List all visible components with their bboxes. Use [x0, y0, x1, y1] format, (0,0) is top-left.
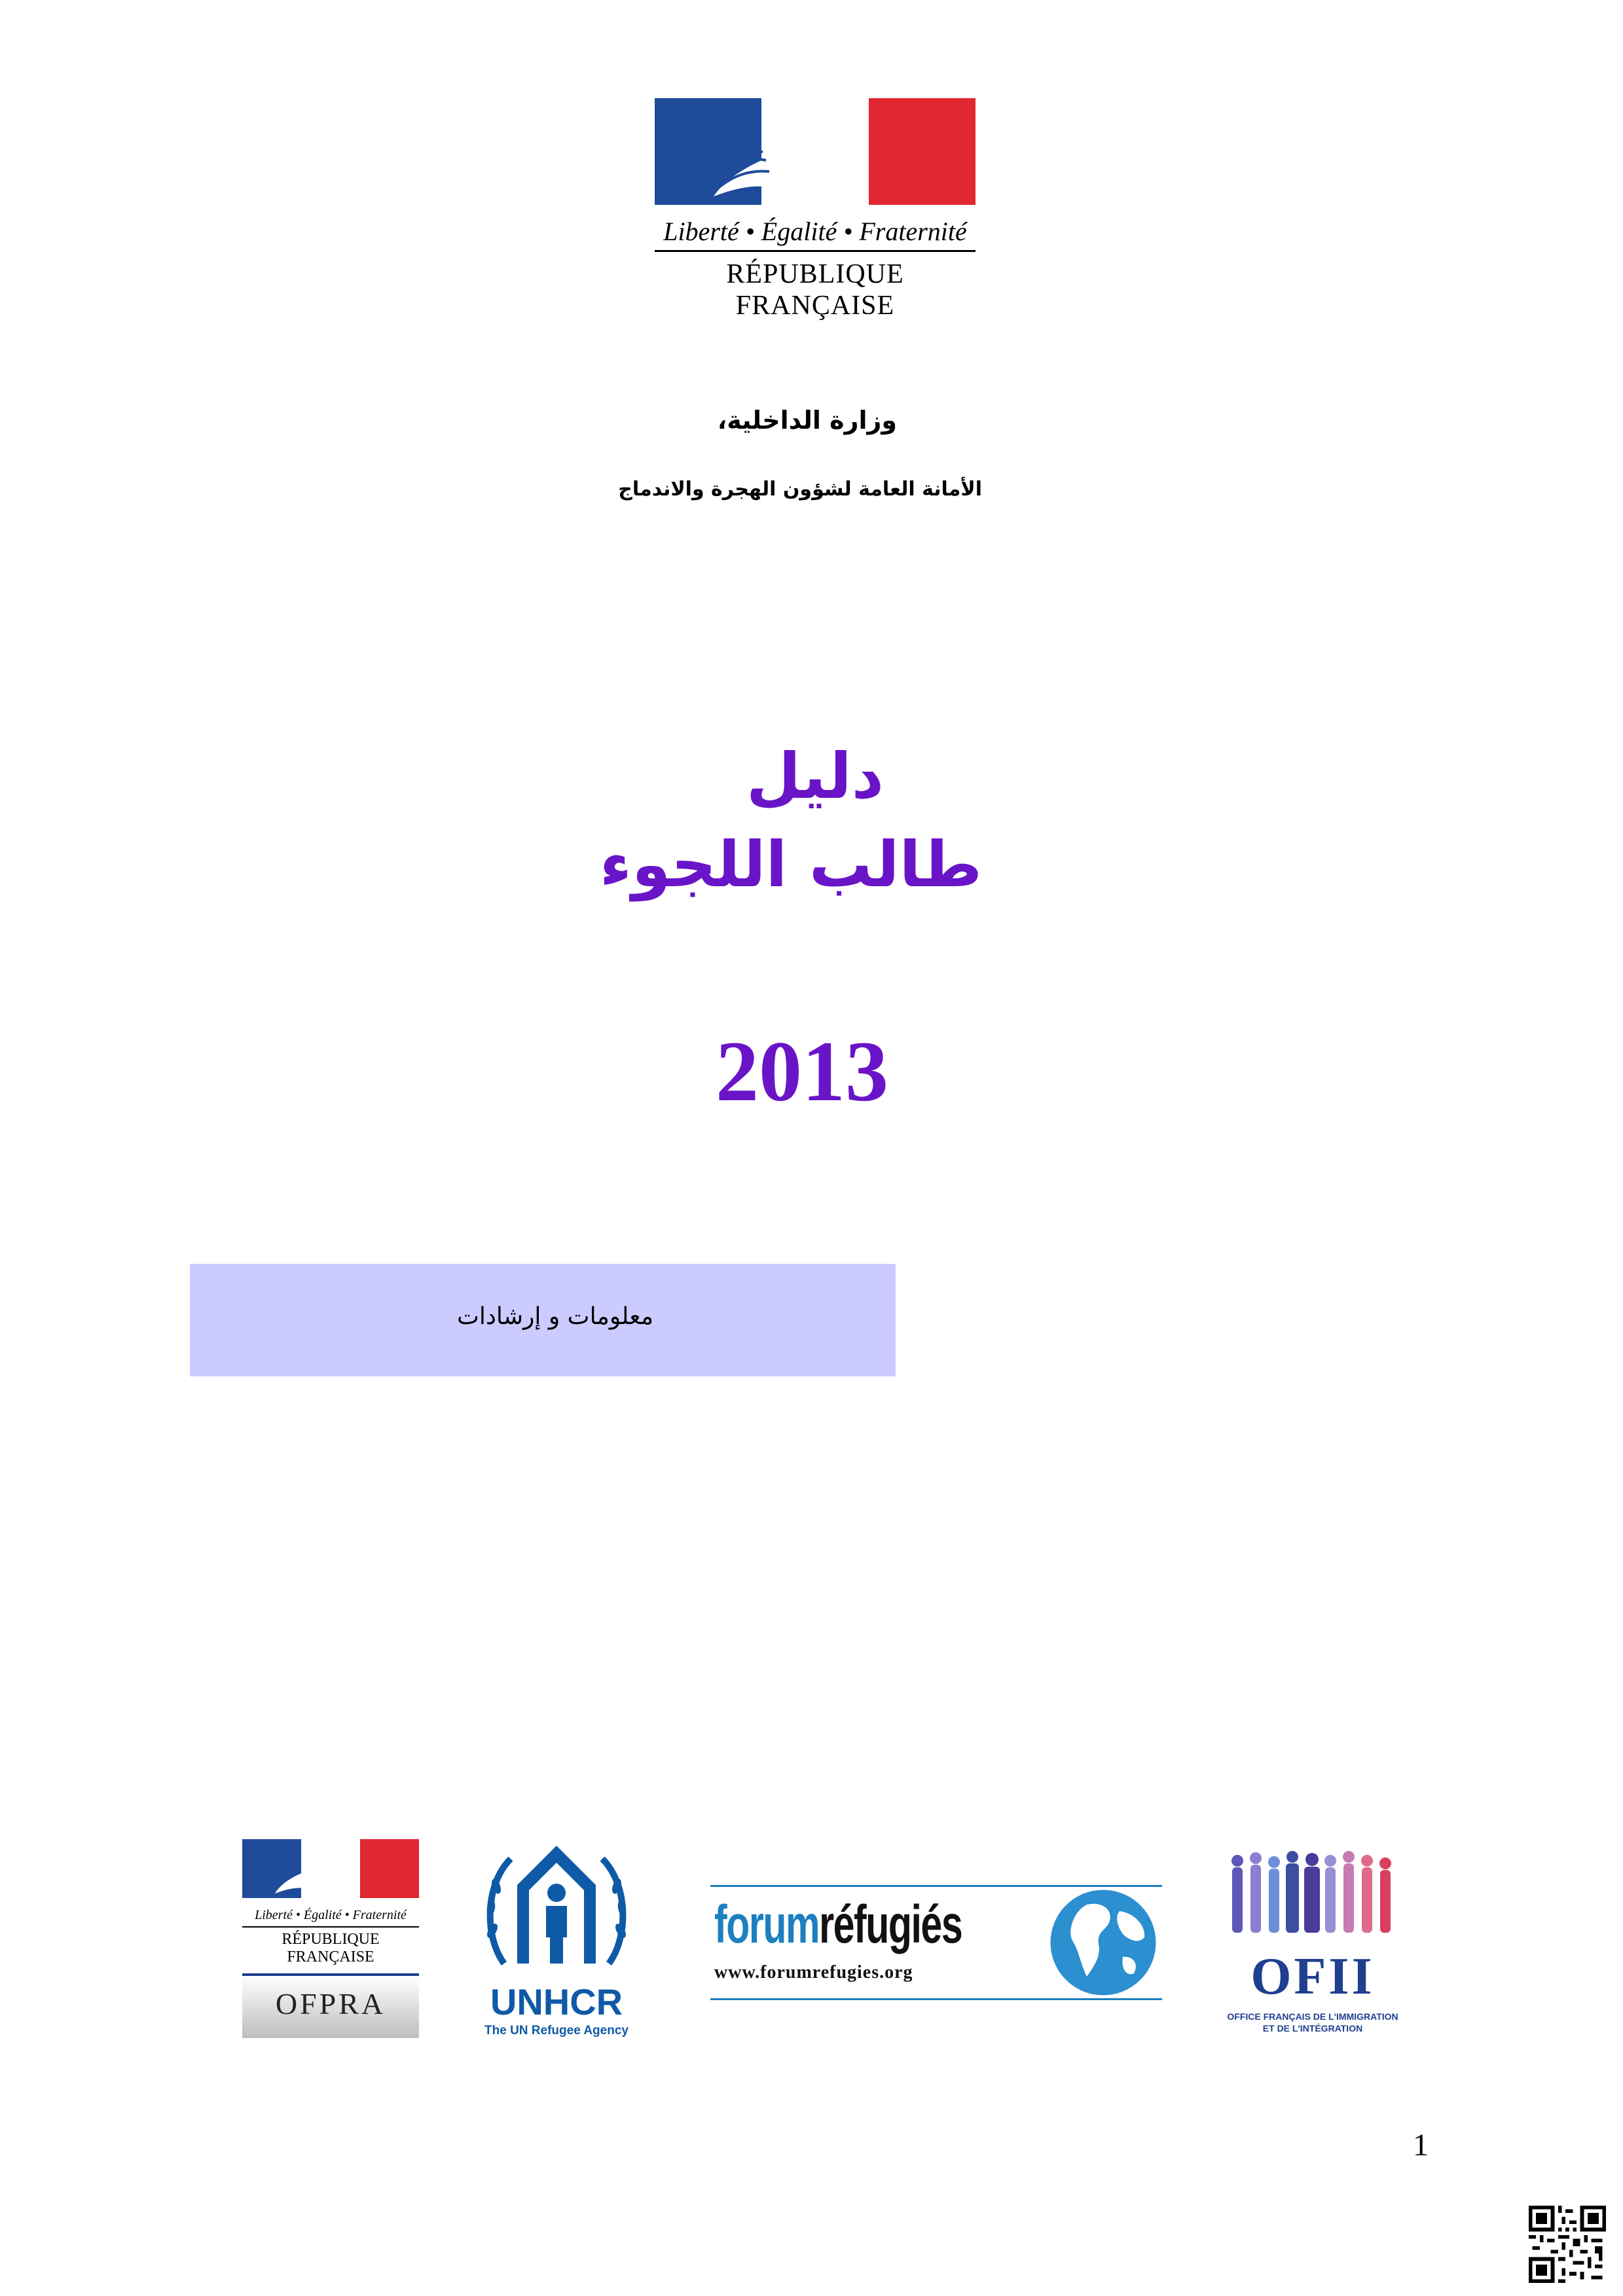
ofpra-divider [242, 1926, 419, 1928]
marianne-flag-icon [655, 98, 976, 205]
unhcr-emblem-icon [478, 1833, 635, 1977]
year: 2013 [716, 1023, 888, 1119]
partner-logos [236, 1833, 1434, 2049]
info-box-text: معلومات و إرشادات [456, 1303, 653, 1330]
unhcr-logo [478, 1833, 635, 2042]
ministry-name: وزارة الداخلية، [717, 406, 897, 435]
forum-name-part2: réfugiés [819, 1895, 962, 1954]
people-silhouettes-icon [1218, 1849, 1408, 1941]
secretariat-name: الأمانة العامة لشؤون الهجرة والاندماج [618, 478, 982, 501]
info-box [190, 1264, 896, 1376]
page-number: 1 [1413, 2128, 1429, 2162]
unhcr-name: UNHCR [490, 1981, 623, 2022]
rf-motto: Liberté • Égalité • Fraternité [663, 217, 967, 246]
ofpra-motto: Liberté • Égalité • Fraternité [255, 1908, 407, 1922]
ofpra-logo [242, 1839, 419, 2036]
title-line1: دليل [746, 740, 884, 813]
rf-divider [655, 250, 976, 252]
title-line2: طالب اللجوء [599, 828, 982, 901]
republique-francaise-logo [655, 98, 976, 321]
forum-name-part1: forum [714, 1895, 820, 1954]
globe-icon [1041, 1885, 1162, 2003]
ofii-logo [1218, 1849, 1421, 2039]
forum-name [714, 1894, 962, 1956]
ofpra-republic-name: RÉPUBLIQUE FRANÇAISE [282, 1931, 380, 1965]
ofpra-label: OFPRA [275, 1987, 386, 2020]
marianne-flag-icon [242, 1839, 419, 1898]
rf-name: RÉPUBLIQUE FRANÇAISE [726, 259, 904, 321]
ofii-subtitle-line2: ET DE L'INTÉGRATION [1262, 2023, 1363, 2034]
ofii-name: OFII [1250, 1948, 1375, 2005]
forum-url: www.forumrefugies.org [714, 1962, 913, 1982]
qr-code-icon [1529, 2206, 1606, 2283]
ofii-subtitle-line1: OFFICE FRANÇAIS DE L'IMMIGRATION [1227, 2011, 1398, 2022]
forum-refugies-logo [710, 1885, 1162, 2016]
unhcr-tagline: The UN Refugee Agency [484, 2024, 629, 2037]
